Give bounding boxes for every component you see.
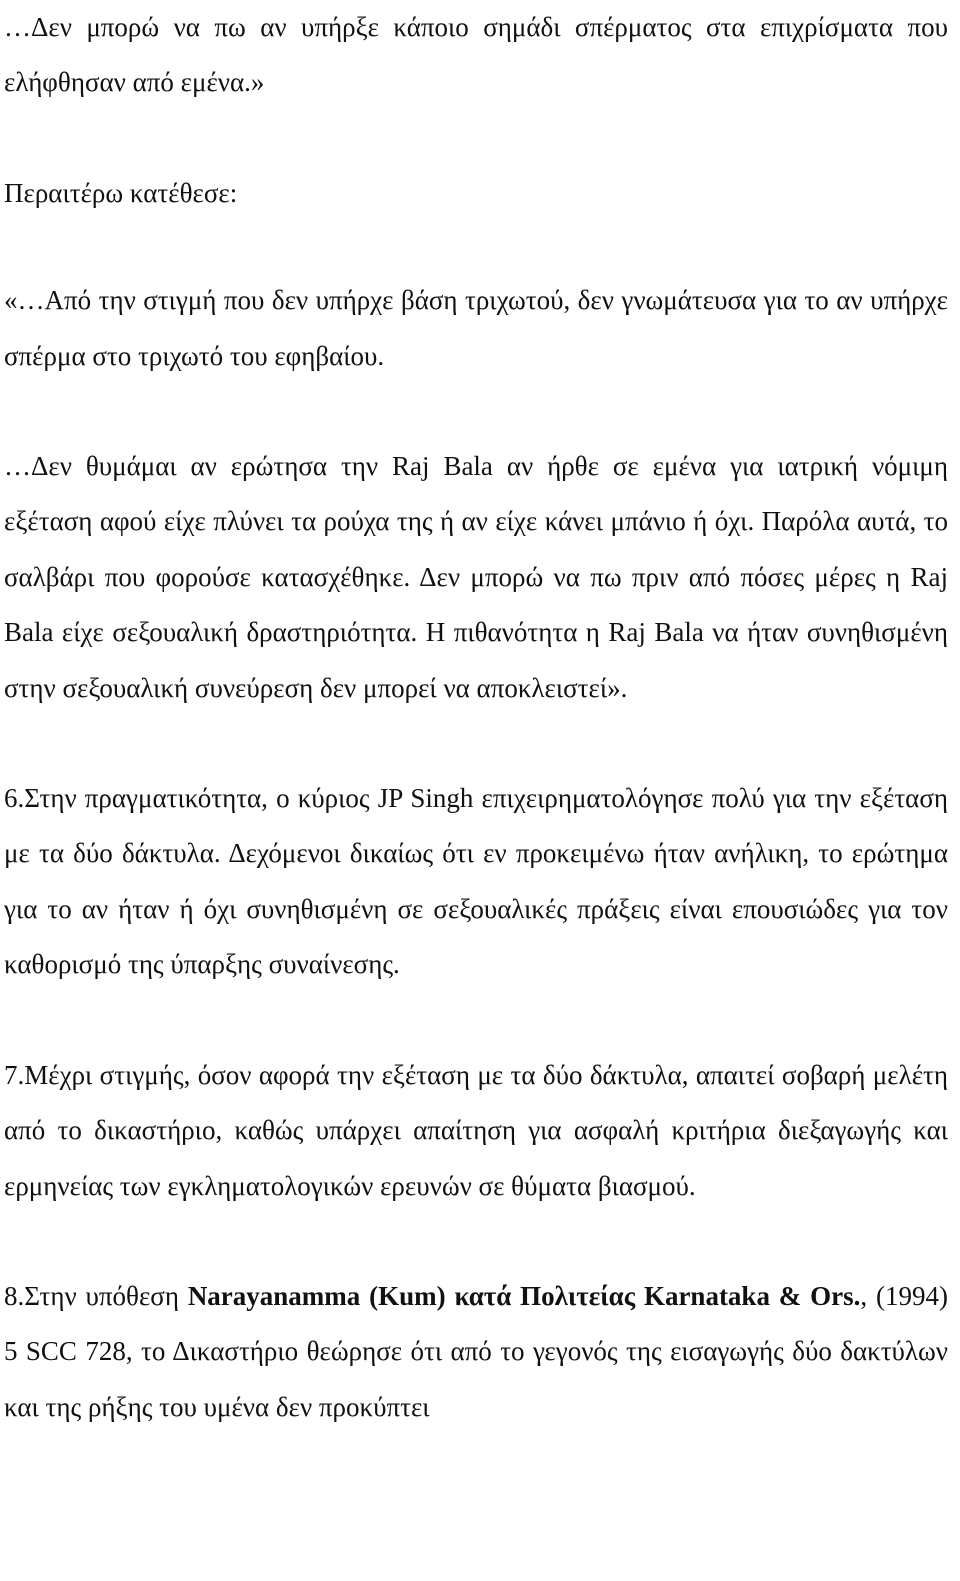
paragraph-testimony-end: …Δεν μπορώ να πω αν υπήρξε κάποιο σημάδι σπέρματος στα επιχρίσματα που ελήφθησαν από εμένα.» — [4, 12, 948, 98]
paragraph-8-prefix: 8.Στην υπόθεση — [4, 1280, 188, 1311]
paragraph-7: 7.Μέχρι στιγμής, όσον αφορά την εξέταση με τα δύο δάκτυλα, απαιτεί σοβαρή μελέτη από το δικαστήριο, καθώς υπάρχει απαίτηση για ασφαλή κριτήρια διεξαγωγής και ερμηνείας των εγκληματολογικών ερευνών σε θύματα βιασμού. — [4, 1059, 948, 1201]
paragraph-8 — [4, 1269, 948, 1435]
document-page — [4, 0, 948, 1435]
paragraph-6: 6.Στην πραγματικότητα, ο κύριος JP Singh επιχειρηματολόγησε πολύ για την εξέταση με τα δύο δάκτυλα. Δεχόμενοι δικαίως ότι εν προκειμένω ήταν ανήλικη, το ερώτημα για το αν ήταν ή όχι συνηθισμένη σε σεξουαλικές πράξεις είναι επουσιώδες για τον καθορισμό της ύπαρξης συναίνεσης. — [4, 783, 948, 980]
paragraph-further-stated: Περαιτέρω κατέθεσε: — [4, 177, 238, 208]
case-citation-name: Narayanamma (Kum) κατά Πολιτείας Karnataka & Ors. — [187, 1280, 861, 1311]
paragraph-examination-memory: …Δεν θυμάμαι αν ερώτησα την Raj Bala αν ήρθε σε εμένα για ιατρική νόμιμη εξέταση αφού είχε πλύνει τα ρούχα της ή αν είχε κάνει μπάνιο ή όχι. Παρόλα αυτά, το σαλβάρι που φορούσε κατασχέθηκε. Δεν μπορώ να πω πριν από πόσες μέρες η Raj Bala είχε σεξουαλική δραστηριότητα. Η πιθανότητα η Raj Bala να ήταν συνηθισμένη στην σεξουαλική συνεύρεση δεν μπορεί να αποκλειστεί». — [4, 451, 948, 703]
paragraph-pubic-hair: «…Από την στιγμή που δεν υπήρχε βάση τριχωτού, δεν γνωμάτευσα για το αν υπήρχε σπέρμα στο τριχωτό του εφηβαίου. — [4, 285, 948, 371]
paragraph-8-suffix: , (1994) 5 SCC 728, το Δικαστήριο θεώρησε ότι από το γεγονός της εισαγωγής δύο δακτύλων και της ρήξης του υμένα δεν προκύπτει — [4, 1280, 948, 1422]
